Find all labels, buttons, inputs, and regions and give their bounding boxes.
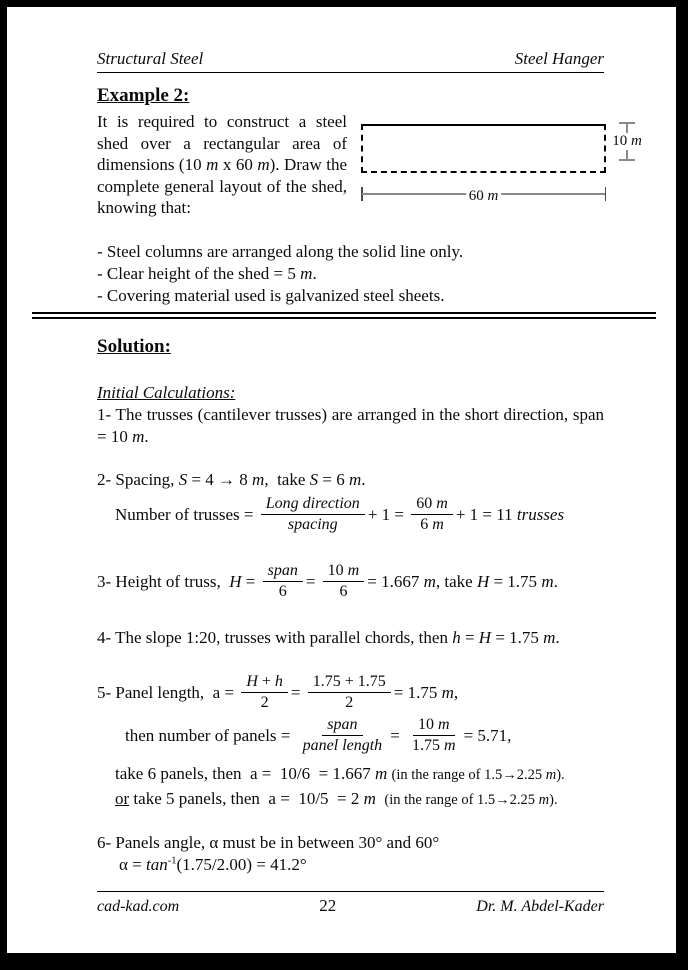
dim-stem-top <box>626 124 628 133</box>
text-run: m <box>436 495 448 512</box>
text-run: It is required to construct a steel shed over a rectangular area of dimensions (10 <box>97 112 347 175</box>
fraction-denominator <box>256 693 274 713</box>
solution-step-5-line-4 <box>115 787 604 812</box>
text-run: x 60 <box>218 155 258 175</box>
text-run: = <box>241 571 260 591</box>
text-run: trusses <box>516 504 565 524</box>
header-left-title: Structural Steel <box>97 49 204 68</box>
fraction-numerator <box>308 672 391 693</box>
conditions-list <box>97 241 604 307</box>
text-run: 10 <box>327 562 348 579</box>
condition-item <box>97 263 604 285</box>
text-run: m <box>363 789 376 808</box>
solution-title: Solution: <box>97 336 171 357</box>
text-run: m <box>347 562 360 579</box>
text-run: h <box>452 628 461 647</box>
equation-text <box>97 682 238 704</box>
text-run: or <box>115 789 130 808</box>
height-dimension <box>604 122 650 178</box>
text-run: H <box>246 673 258 690</box>
height-dimension-label <box>612 133 642 150</box>
page-footer <box>97 891 604 916</box>
text-run: 4- The slope 1:20, trusses with parallel chords, then <box>97 628 453 647</box>
text-run: -1 <box>167 855 177 867</box>
text-run: ). <box>549 792 558 808</box>
width-dimension-label <box>466 185 502 207</box>
text-run: m <box>374 764 388 783</box>
text-run: - Covering material used is galvanized steel sheets. <box>97 286 445 305</box>
text-run: m <box>132 427 145 446</box>
text-run: then number of panels = <box>125 725 295 745</box>
text-run: , take <box>435 571 477 591</box>
fraction-denominator <box>334 582 352 602</box>
fraction-denominator <box>415 515 449 535</box>
text-run: S <box>309 470 319 489</box>
text-run: 2 <box>260 694 269 711</box>
fraction-denominator <box>298 736 388 756</box>
text-run: m <box>545 767 557 783</box>
text-run: Long direction <box>265 495 360 512</box>
fraction <box>323 561 365 602</box>
fraction-denominator <box>340 693 358 713</box>
text-run: = 1.75 <box>489 571 542 591</box>
text-run: = 1.667 <box>367 571 424 591</box>
text-run: H <box>229 571 242 591</box>
fraction-numerator <box>241 672 288 693</box>
document-page <box>5 5 678 955</box>
text-run: 10 <box>612 133 631 149</box>
page-header <box>97 49 604 73</box>
condition-item <box>97 285 604 307</box>
text-run: m <box>438 716 450 733</box>
text-run: m <box>257 155 270 175</box>
fraction <box>308 672 391 713</box>
equation-text <box>125 725 295 747</box>
initial-calculations-subtitle: Initial Calculations: <box>97 383 236 402</box>
text-run: . <box>555 628 560 647</box>
text-run: + 1 = 11 <box>455 504 517 524</box>
text-run: = 1.75 <box>393 682 442 702</box>
text-run: + 1 = <box>367 504 409 524</box>
fraction-numerator <box>263 561 303 582</box>
text-run: 8 <box>235 470 253 489</box>
text-run: spacing <box>287 516 338 533</box>
dim-stem-bottom <box>626 150 628 159</box>
text-run: H <box>476 571 490 591</box>
text-run: m <box>538 792 550 808</box>
equation-text <box>456 504 564 526</box>
section-separator <box>32 312 656 319</box>
text-run: α = <box>119 855 146 874</box>
text-run: 5- Panel length, a = <box>97 682 239 702</box>
text-run: take 5 panels, then a = 10/5 = 2 <box>129 789 364 808</box>
example-title: Example 2: <box>97 85 190 106</box>
equation-text <box>115 504 258 526</box>
text-run: 1- The trusses (cantilever trusses) are arranged in the short direction, span = 10 <box>97 405 604 446</box>
text-run: m <box>252 470 265 489</box>
text-run: 1.75 + 1.75 <box>312 673 386 690</box>
solution-step-5-line-3 <box>115 762 604 787</box>
text-run: span <box>267 562 298 579</box>
text-run: ). Draw the complete general layout of the shed, knowing that: <box>97 155 347 218</box>
text-run: . <box>361 470 366 489</box>
text-run: , <box>453 682 459 702</box>
text-run: = 1.75 <box>491 628 544 647</box>
header-right-title: Steel Hanger <box>514 49 604 68</box>
equation-text <box>306 571 320 593</box>
fraction-numerator <box>411 494 453 515</box>
solution-step-6-result <box>119 854 604 876</box>
condition-item <box>97 241 604 263</box>
fraction-numerator <box>322 715 362 736</box>
text-run: m <box>300 264 313 283</box>
text-run: span <box>327 716 358 733</box>
text-run: (in the range of 1.5→2.25 <box>391 767 546 783</box>
fraction-denominator <box>407 736 461 756</box>
text-run: - Steel columns are arranged along the solid line only. <box>97 242 464 261</box>
problem-statement <box>97 111 347 219</box>
text-run: m <box>487 188 499 204</box>
text-run: . <box>312 264 317 283</box>
equation-text <box>464 725 512 747</box>
text-run: panel length <box>302 737 383 754</box>
text-run: 2- Spacing, <box>97 470 179 489</box>
text-run: ). <box>556 767 565 783</box>
shed-rectangle <box>361 124 606 173</box>
text-run: . <box>553 571 558 591</box>
equation-text <box>97 571 260 593</box>
text-run: - Clear height of the shed = 5 <box>97 264 301 283</box>
text-run: m <box>423 571 436 591</box>
text-run: tan <box>146 855 168 874</box>
text-run: , take <box>264 470 310 489</box>
equation-text <box>367 571 558 593</box>
page-body <box>97 85 642 876</box>
text-run: h <box>274 673 283 690</box>
text-run: → <box>218 470 236 489</box>
text-run: Number of trusses = <box>115 504 258 524</box>
text-run: m <box>543 628 556 647</box>
text-run: m <box>441 682 454 702</box>
text-run: = <box>290 682 305 702</box>
text-run: H <box>478 628 492 647</box>
text-run: 60 <box>416 495 437 512</box>
solution-step-5-line-1 <box>97 672 604 713</box>
text-run: m <box>206 155 219 175</box>
text-run: 2 <box>345 694 354 711</box>
text-run: = <box>305 571 320 591</box>
text-run: m <box>444 737 456 754</box>
solution-step-6 <box>97 832 604 854</box>
text-run: m <box>348 470 362 489</box>
page-number: 22 <box>319 896 337 915</box>
equation-text <box>394 682 458 704</box>
fraction <box>407 715 461 756</box>
text-run: 6- Panels angle, α must be in between 30° and 60° <box>97 833 440 852</box>
fraction <box>241 672 288 713</box>
fraction-numerator <box>261 494 365 515</box>
fraction-denominator <box>283 515 343 535</box>
fraction <box>263 561 303 602</box>
dim-cap-bottom <box>619 159 635 161</box>
footer-site: cad-kad.com <box>97 898 180 915</box>
text-run: (in the range of 1.5→2.25 <box>384 792 539 808</box>
text-run: m <box>630 133 642 149</box>
footer-author: Dr. M. Abdel-Kader <box>476 898 604 915</box>
shed-plan-figure <box>361 111 655 236</box>
text-run: = <box>390 725 405 745</box>
fraction-numerator <box>413 715 455 736</box>
text-run: = 4 <box>187 470 219 489</box>
text-run: . <box>144 427 149 446</box>
text-run: 10 <box>418 716 439 733</box>
text-run: take 6 panels, then a = 10/6 = 1.667 <box>115 764 375 783</box>
solution-step-1 <box>97 404 604 448</box>
text-run: 6 <box>420 516 433 533</box>
solution-step-2 <box>97 469 604 491</box>
dim-tick-right <box>605 187 607 201</box>
problem-row <box>97 111 642 236</box>
fraction <box>261 494 365 535</box>
equation-number-of-trusses <box>115 494 604 535</box>
text-run: 60 <box>468 188 488 204</box>
fraction <box>298 715 388 756</box>
fraction-numerator <box>323 561 365 582</box>
text-run: 6 <box>339 583 348 600</box>
text-run: S <box>178 470 188 489</box>
equation-text <box>291 682 305 704</box>
equation-text <box>390 725 404 747</box>
solution-step-5-line-2 <box>125 715 604 756</box>
text-run: + <box>257 673 275 690</box>
text-run: = 5.71, <box>463 725 512 745</box>
solution-step-3 <box>97 561 604 602</box>
fraction-denominator <box>274 582 292 602</box>
text-run: (1.75/2.00) = 41.2° <box>176 855 307 874</box>
equation-text <box>368 504 408 526</box>
text-run: m <box>432 516 444 533</box>
text-run: 3- Height of truss, <box>97 571 230 591</box>
width-dimension <box>361 187 606 203</box>
text-run: 1.75 <box>412 737 445 754</box>
text-run: = 6 <box>318 470 349 489</box>
text-run: m <box>541 571 554 591</box>
solution-step-4 <box>97 627 604 649</box>
text-run: 6 <box>278 583 287 600</box>
fraction <box>411 494 453 535</box>
text-run: = <box>460 628 479 647</box>
